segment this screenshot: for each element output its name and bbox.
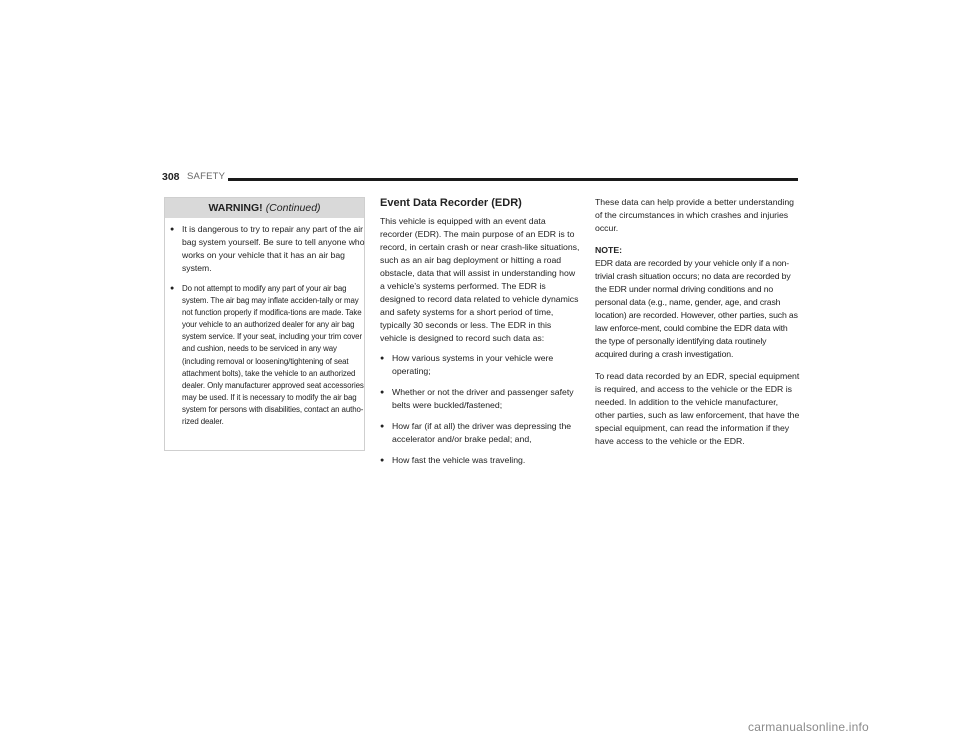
warning-box (164, 197, 365, 451)
edr-heading: Event Data Recorder (EDR) (380, 197, 522, 209)
edr-read-paragraph: To read data recorded by an EDR, special equipment is required, and access to the vehicle or the EDR is needed. In addition to the vehicle manufacturer, other parties, such as law enforcement, that have the special equipment, can read the information if they have access to the vehicle or the EDR. (595, 371, 800, 446)
section-title: SAFETY (187, 171, 226, 182)
edr-bullet-list (380, 352, 580, 467)
edr-column-right (595, 196, 800, 457)
warning-header (165, 198, 364, 218)
edr-bullet: ● Whether or not the driver and passenger safety belts were buckled/fastened; (380, 386, 580, 412)
edr-column-left (380, 196, 580, 475)
note-text: EDR data are recorded by your vehicle only if a non-trivial crash situation occurs; no data are recorded by the EDR under normal driving conditions and no personal data (e.g., name, gender, age, and crash location) are recorded. However, other parties, such as law enforce-ment, could combine the EDR data with the type of personally identifying data routinely acquired during a crash investigation. (595, 258, 798, 359)
note-label: NOTE: (595, 245, 623, 255)
watermark: carmanualsonline.info (748, 720, 869, 734)
warning-title: WARNING! (208, 202, 263, 214)
warning-title-suffix: (Continued) (265, 202, 321, 214)
warning-list (170, 223, 365, 436)
page-header (162, 171, 798, 187)
header-rule (228, 178, 798, 181)
edr-bullet: ● How various systems in your vehicle were operating; (380, 352, 580, 378)
edr-intro: This vehicle is equipped with an event data recorder (EDR). The main purpose of an EDR is to record, in certain crash or near crash-like situations, such as an air bag deployment or hitting a road obstacle, data that will assist in understanding how a vehicle’s systems performed. The EDR is designed to record data related to vehicle dynamics and safety systems for a short period of time, typically 30 seconds or less. The EDR in this vehicle is designed to record such data as: (380, 216, 580, 343)
edr-bullet: ● How far (if at all) the driver was depressing the accelerator and/or brake pedal; and, (380, 420, 580, 446)
edr-bullet: ● How fast the vehicle was traveling. (380, 454, 580, 467)
warning-item: ● Do not attempt to modify any part of your air bag system. The air bag may inflate acciden-tally or may not function properly if modifica-tions are made. Take your vehicle to an authorized dealer for any air bag system service. If your seat, including your trim cover and cushion, needs to be serviced in any way (including removal or loosening/tightening of seat attachment bolts), take the vehicle to an authorized dealer. Only manufacturer approved seat accessories may be used. If it is necessary to modify the air bag system for persons with disabilities, contact an autho-rized dealer. (170, 283, 365, 428)
page-number: 308 (162, 171, 180, 183)
edr-data-paragraph: These data can help provide a better understanding of the circumstances in which crashes and injuries occur. (595, 197, 794, 233)
warning-item: ● It is dangerous to try to repair any part of the air bag system yourself. Be sure to tell anyone who works on your vehicle that it has an air bag system. (170, 223, 365, 275)
